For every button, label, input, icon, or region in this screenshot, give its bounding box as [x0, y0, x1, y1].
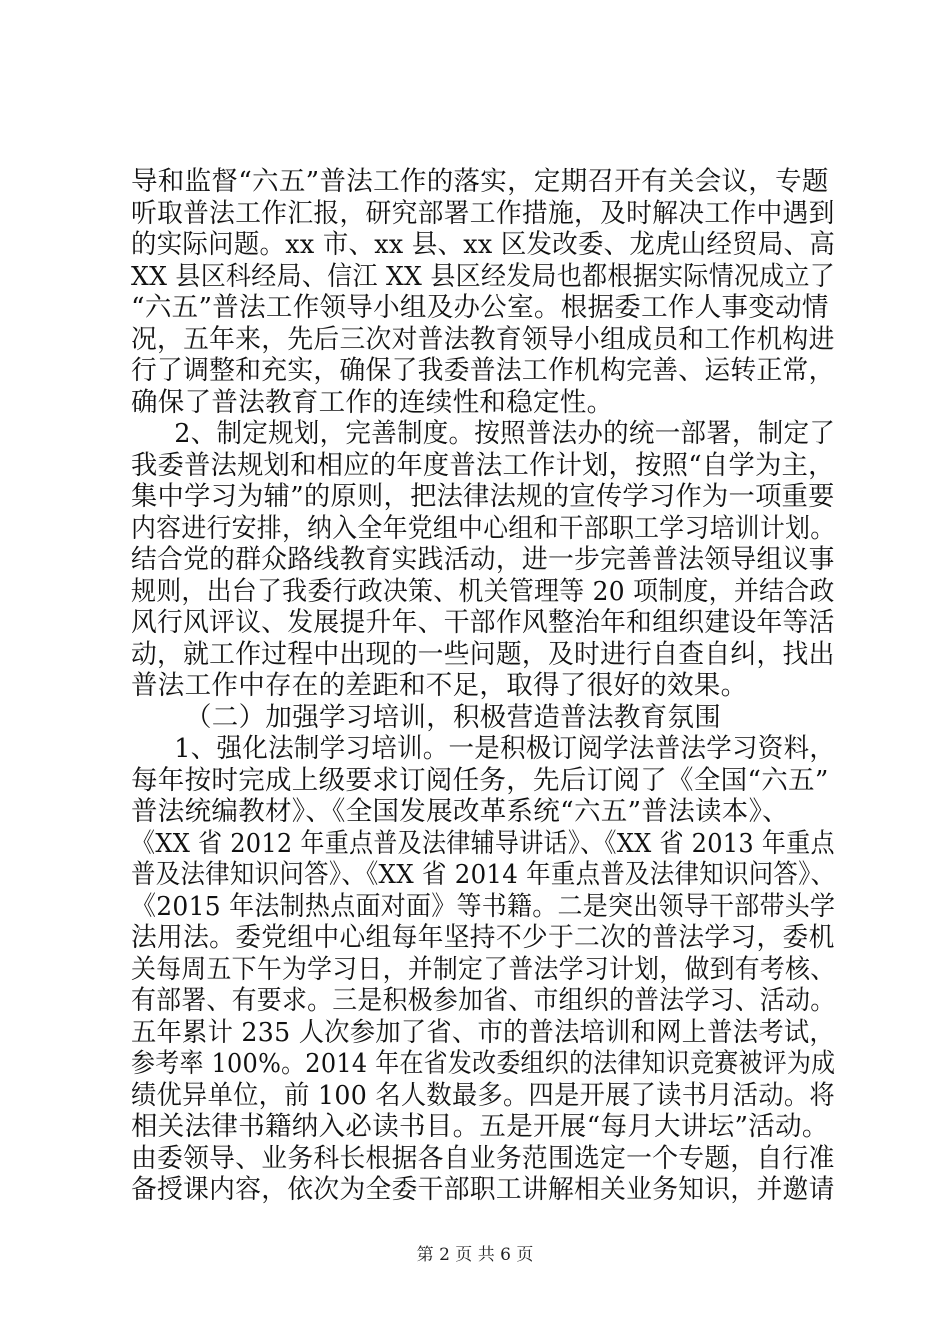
text-line: “六五”普法工作领导小组及办公室。根据委工作人事变动情: [131, 292, 829, 323]
document-body: [131, 166, 836, 1206]
text-line: 集中学习为辅”的原则，把法律法规的宣传学习作为一项重要: [131, 481, 835, 512]
text-line: 参考率 100%。2014 年在省发改委组织的法律知识竞赛被评为成: [131, 1048, 836, 1079]
text-line: XX 县区科经局、信江 XX 县区经发局也都根据实际情况成立了: [131, 260, 836, 292]
text-line: 规则，出台了我委行政决策、机关管理等 20 项制度，并结合政: [131, 575, 835, 607]
text-line: 行了调整和充实，确保了我委普法工作机构完善、运转正常，: [131, 355, 835, 386]
text-line: 风行风评议、发展提升年、干部作风整治年和组织建设年等活: [131, 607, 835, 638]
text-line: 关每周五下午为学习日，并制定了普法学习计划，做到有考核、: [131, 953, 836, 985]
text-line: 有部署、有要求。三是积极参加省、市组织的普法学习、活动。: [131, 985, 836, 1016]
text-line: 的实际问题。xx 市、xx 县、xx 区发改委、龙虎山经贸局、高: [131, 229, 836, 260]
text-line: 《XX 省 2012 年重点普及法律辅导讲话》、《XX 省 2013 年重点: [131, 827, 835, 859]
text-line: 五年累计 235 人次参加了省、市的普法培训和网上普法考试，: [131, 1016, 835, 1048]
section-heading: （二）加强学习培训，积极营造普法教育氛围: [185, 701, 721, 733]
text-line: 结合党的群众路线教育实践活动，进一步完善普法领导组议事: [131, 544, 835, 575]
text-line: 《2015 年法制热点面对面》等书籍。二是突出领导干部带头学: [131, 890, 836, 922]
text-line: 法用法。委党组中心组每年坚持不少于二次的普法学习，委机: [131, 922, 835, 953]
text-line: 导和监督“六五”普法工作的落实，定期召开有关会议，专题: [131, 166, 829, 197]
text-line: 听取普法工作汇报，研究部署工作措施，及时解决工作中遇到: [131, 197, 835, 229]
text-line: 相关法律书籍纳入必读书目。五是开展“每月大讲坛”活动。: [131, 1111, 829, 1142]
text-line: 我委普法规划和相应的年度普法工作计划，按照“自学为主，: [131, 449, 835, 481]
text-line: 确保了普法教育工作的连续性和稳定性。: [131, 386, 614, 418]
text-line: 备授课内容，依次为全委干部职工讲解相关业务知识，并邀请: [131, 1174, 835, 1205]
text-line: 动，就工作过程中出现的一些问题，及时进行自查自纠，找出: [131, 638, 835, 670]
text-line: 由委领导、业务科长根据各自业务范围选定一个专题，自行准: [131, 1142, 835, 1174]
text-line: 普及法律知识问答》、《XX 省 2014 年重点普及法律知识问答》、: [131, 859, 836, 890]
text-line: 普法统编教材》、《全国发展改革系统“六五”普法读本》、: [131, 796, 789, 827]
text-line: 内容进行安排，纳入全年党组中心组和干部职工学习培训计划。: [131, 512, 836, 544]
paragraph-start-line: 1、强化法制学习培训。一是积极订阅学法普法学习资料，: [174, 733, 836, 764]
text-line: 普法工作中存在的差距和不足，取得了很好的效果。: [131, 670, 748, 701]
text-line: 绩优异单位，前 100 名人数最多。四是开展了读书月活动。将: [131, 1079, 835, 1111]
page-number-footer: 第 2 页 共 6 页: [416, 1245, 534, 1265]
paragraph-start-line: 2、制定规划，完善制度。按照普法办的统一部署，制定了: [174, 418, 836, 449]
text-line: 况，五年来，先后三次对普法教育领导小组成员和工作机构进: [131, 323, 835, 355]
text-line: 每年按时完成上级要求订阅任务，先后订阅了《全国“六五”: [131, 764, 829, 796]
